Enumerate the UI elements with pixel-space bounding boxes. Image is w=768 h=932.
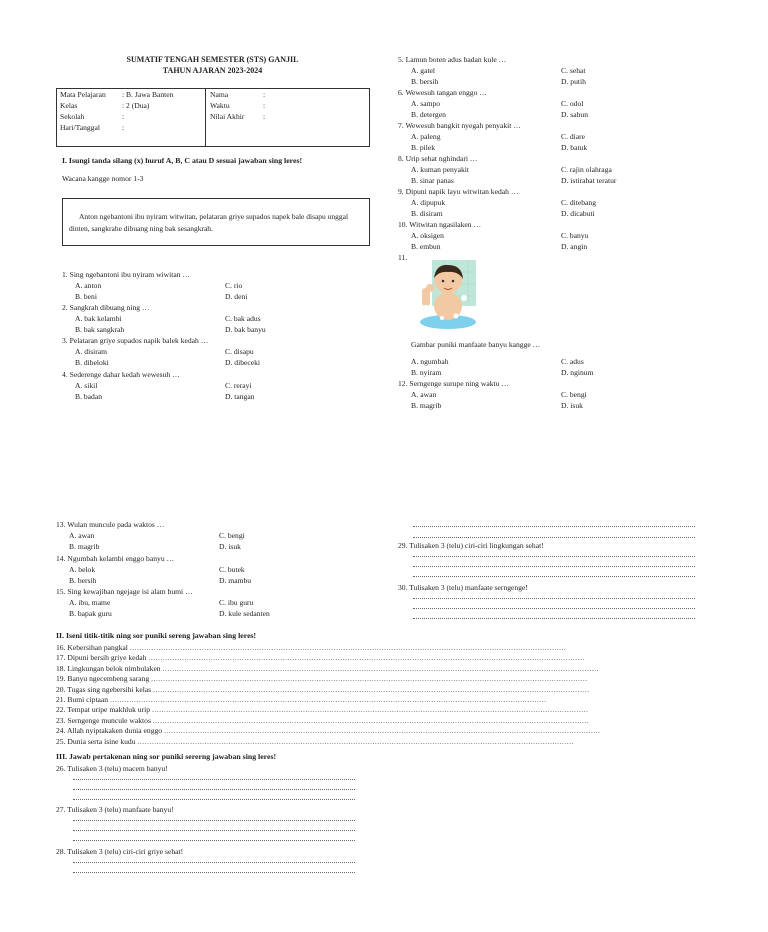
info-value: : [263,90,266,99]
question-text: 2. Sangkrah dibuang ning … [62,303,150,312]
answer-option: A. oksigen [411,231,444,240]
fill-in-text: 24. Allah nyiptakaken dunia enggo [56,726,164,736]
school-year: TAHUN AJARAN 2023-2024 [162,66,263,75]
answer-option: D. isuk [219,542,241,551]
answer-option: B. embun [411,242,441,251]
answer-option: C. bak adus [225,314,261,323]
info-value: : [122,112,125,121]
answer-line[interactable] [73,872,355,873]
answer-option: B. magrib [69,542,100,551]
answer-blank[interactable]: ...................................................................................................................................................................................... [148,653,585,663]
info-label: Hari/Tanggal [60,123,100,132]
question-text: 5. Lamun boten adus badan kule … [398,55,507,64]
answer-option: B. detergen [411,110,446,119]
answer-option: C. ditebang [561,198,597,207]
answer-option: A. ibu, mame [69,598,111,607]
fill-in-text: 21. Bumi ciptaan [56,695,110,704]
answer-option: A. awan [69,531,95,540]
info-value: : B. Jawa Banten [122,90,174,99]
answer-option: C. bengi [219,531,245,540]
answer-option: C. disapu [225,347,254,356]
answer-option: A. awan [411,390,437,399]
essay-question: 30. Tulisaken 3 (telu) manfaate serngenge! [398,583,528,592]
answer-option: B. bersih [411,77,439,86]
answer-option: A. anton [75,281,102,290]
essay-question: 27. Tulisaken 3 (telu) manfaate banyu! [56,805,174,814]
answer-option: C. rerayi [225,381,252,390]
answer-option: B. sinar panas [411,176,454,185]
answer-option: C. butek [219,565,245,574]
info-label: Nama [210,90,229,99]
answer-option: D. dibeceki [225,358,261,367]
answer-line[interactable] [73,779,355,780]
answer-option: B. bak sangkrah [75,325,125,334]
answer-blank[interactable]: ...................................................................................................................................................................................... [137,736,574,746]
answer-option: B. nyiram [411,368,442,377]
fill-in-item [56,643,567,652]
answer-blank[interactable]: ...................................................................................................................................................................................... [129,643,567,652]
answer-option: A. sampo [411,99,441,108]
section-2-heading: II. Iseni titik-titik ning sor puniki sereng jawaban sing leres! [56,631,257,640]
question-number: 11. [398,253,408,262]
answer-option: D. angin [561,242,588,251]
answer-blank[interactable]: ...................................................................................................................................................................................... [153,684,590,694]
question-text: 14. Ngumbah kelambi enggo banyu … [56,554,175,563]
info-value: : 2 (Dua) [122,101,150,110]
section-1-heading: I. Isungi tanda silang (x) huruf A, B, C atau D sesuai jawaban sing leres! [62,156,303,165]
answer-line[interactable] [413,576,695,577]
essay-question: 28. Tulisaken 3 (telu) ciri-ciri griye sehat! [56,847,184,856]
fill-in-item [56,684,590,694]
child-bathing-illustration [412,258,478,330]
answer-option: A. paleng [411,132,441,141]
info-label: Mata Pelajaran [60,90,106,99]
question-text: 6. Wewesuh tangan enggo … [398,88,487,97]
answer-option: D. dicabuti [561,209,595,218]
section-3-heading: III. Jawab pertakenan ning sor puniki sererng jawaban sing leres! [56,752,277,761]
question-text: 12. Serngenge surupe ning waktu … [398,379,509,388]
answer-option: A. sikil [75,381,98,390]
answer-option: B. beni [75,292,97,301]
answer-line[interactable] [73,789,355,790]
fill-in-text: 25. Dunia serta isine kudu [56,736,138,746]
answer-option: C. diare [561,132,586,141]
question-text: Gambar puniki manfaate banyu kangge … [411,340,541,349]
answer-line[interactable] [73,830,355,831]
fill-in-item [56,653,585,663]
fill-in-item [56,726,601,736]
answer-option: B. pilek [411,143,436,152]
passage-text: Anton ngebantoni ibu nyiram witwitan, pelataran griye supados napek bale disapu unggal dinten, sangkrahe dibuang ning bak sesangkrah. [69,212,349,233]
answer-option: B. dibeloki [75,358,109,367]
question-text: 13. Wulan muncule pada waktos … [56,520,165,529]
answer-line[interactable] [73,799,355,800]
fill-in-item [56,705,589,715]
answer-line[interactable] [413,537,695,538]
answer-blank[interactable]: ...................................................................................................................................................................................... [110,695,547,704]
answer-option: D. nginum [561,368,594,377]
answer-line[interactable] [73,820,355,821]
fill-in-text: 19. Banyu ngecembeng sarang [56,674,152,684]
answer-option: A. bak kelambi [75,314,122,323]
fill-in-text: 20. Tugas sing ngebersihi kelas [56,684,154,694]
fill-in-item [56,715,590,725]
fill-in-item [56,736,574,746]
student-info-box [56,88,370,147]
fill-in-text: 16. Kebersihan pangkal [56,643,130,652]
answer-option: D. istirahat teratur [561,176,617,185]
answer-option: D. putih [561,77,586,86]
answer-option: D. batuk [561,143,588,152]
answer-line[interactable] [413,526,695,527]
answer-option: B. bersih [69,576,97,585]
info-label: Nilai Akhir [210,112,245,121]
answer-option: A. disiram [75,347,108,356]
answer-option: C. bengi [561,390,587,399]
fill-in-item [56,674,588,684]
answer-option: A. dipupuk [411,198,446,207]
answer-blank[interactable]: ...................................................................................................................................................................................... [152,715,590,725]
answer-option: B. disiram [411,209,443,218]
essay-question: 26. Tulisaken 3 (telu) macem banyu! [56,764,168,773]
question-text: 10. Witwitan ngasilaken … [398,220,482,229]
answer-option: B. magrib [411,401,442,410]
answer-line[interactable] [413,618,695,619]
answer-line[interactable] [413,566,695,567]
answer-option: D. isuk [561,401,583,410]
essay-question: 29. Tulisaken 3 (telu) ciri-ciri lingkungan sehat! [398,541,544,550]
answer-option: D. sabun [561,110,588,119]
answer-option: C. rio [225,281,243,290]
question-text: 7. Wewesuh bangkit nyegah penyakit … [398,121,521,130]
question-text: 15. Sing kewajiban ngejage isi alam bumi … [56,587,193,596]
info-box-divider [205,89,206,146]
question-text: 8. Urip sehat nghindari … [398,154,478,163]
question-text: 9. Dipuni napik layu witwitan kedah … [398,187,519,196]
answer-option: C. sehat [561,66,586,75]
info-label: Waktu [210,101,230,110]
info-value: : [263,101,266,110]
answer-line[interactable] [73,862,355,863]
answer-line[interactable] [413,556,695,557]
answer-option: B. bapak guru [69,609,112,618]
info-value: : [263,112,266,121]
answer-option: C. ibu guru [219,598,254,607]
question-text: 3. Pelataran griye supados napik balek kedah … [62,336,209,345]
answer-option: C. banyu [561,231,589,240]
answer-option: A. ngumbah [411,357,449,366]
question-text: 1. Sing ngebantoni ibu nyiram wiwitan … [62,270,191,279]
answer-blank[interactable]: ...................................................................................................................................................................................... [162,663,600,673]
info-label: Sekolah [60,112,85,121]
answer-option: C. odol [561,99,584,108]
answer-option: D. bak banyu [225,325,266,334]
answer-line[interactable] [413,598,695,599]
answer-option: A. gatel [411,66,436,75]
question-text: 4. Sederenge dahar kedah wewesuh … [62,370,180,379]
answer-option: A. kuman penyakit [411,165,469,174]
fill-in-text: 23. Serngenge muncule waktos [56,715,153,725]
answer-option: A. belok [69,565,96,574]
passage-label: Wacana kangge nomor 1-3 [62,174,144,183]
answer-blank[interactable]: ...................................................................................................................................................................................... [163,726,601,736]
answer-option: B. badan [75,392,102,401]
answer-option: C. adus [561,357,584,366]
fill-in-item [56,695,547,704]
fill-in-item [56,663,600,673]
fill-in-text: 18. Lingkungan belok nimbulaken [56,663,163,673]
answer-blank[interactable]: ...................................................................................................................................................................................... [151,674,588,684]
answer-option: D. tangan [225,392,255,401]
fill-in-text: 22. Tempat uripe makhluk urip [56,705,152,715]
answer-option: D. deni [225,292,248,301]
answer-option: C. rajin olahraga [561,165,612,174]
exam-title: SUMATIF TENGAH SEMESTER (STS) GANJIL [126,55,299,64]
info-label: Kelas [60,101,78,110]
reading-passage-box [62,198,370,246]
info-value: : [122,123,125,132]
answer-blank[interactable]: ...................................................................................................................................................................................... [151,705,589,715]
answer-line[interactable] [73,840,355,841]
answer-option: D. mambu [219,576,252,585]
answer-option: D. kule sedanten [219,609,270,618]
fill-in-text: 17. Dipuni bersih griye kedah [56,653,149,663]
answer-line[interactable] [413,608,695,609]
